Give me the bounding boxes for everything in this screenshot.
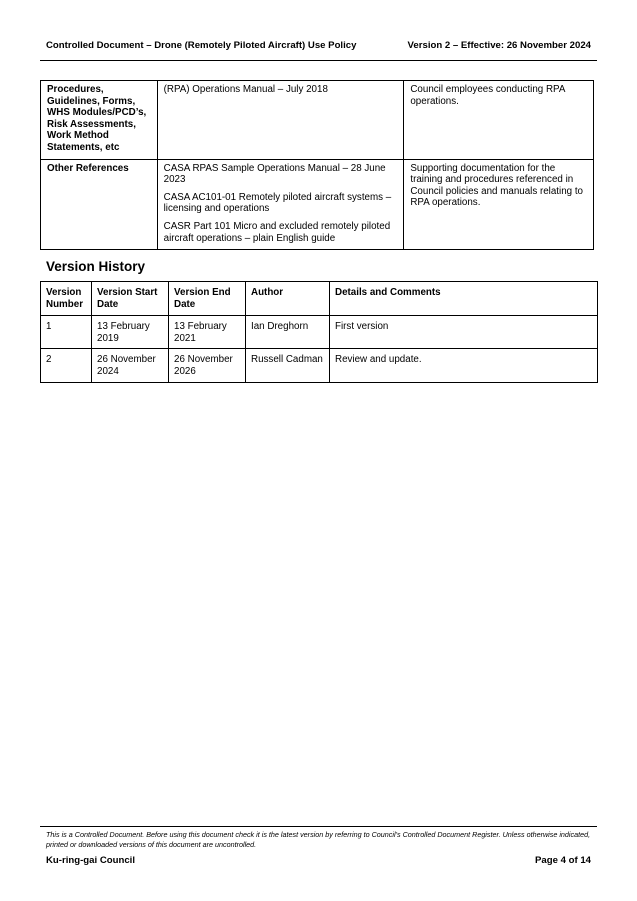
footer-divider <box>40 826 597 827</box>
column-header: Author <box>246 282 330 316</box>
controlled-document-notice: This is a Controlled Document. Before using this document check it is the latest version by referring to Council’s Controlled Document Register. Unless otherwise indicated, printed or downloaded versions of this document are uncontrolled. <box>46 830 591 849</box>
table-cell: Review and update. <box>330 349 598 382</box>
references-table <box>40 80 594 250</box>
table-cell: 1 <box>41 316 92 349</box>
page-header <box>46 40 591 55</box>
table-cell: 2 <box>41 349 92 382</box>
table-row <box>41 159 594 250</box>
column-header: Version Number <box>41 282 92 316</box>
section-title: Version History <box>46 259 146 274</box>
reference-notes: Council employees conducting RPA operations. <box>404 81 594 160</box>
reference-notes: Supporting documentation for the training and procedures referenced in Council policies and manuals relating to RPA operations. <box>404 159 594 250</box>
table-row <box>41 81 594 160</box>
document-title: Controlled Document – Drone (Remotely Piloted Aircraft) Use Policy <box>46 40 357 51</box>
table-cell: 13 February 2019 <box>92 316 169 349</box>
table-row <box>41 316 598 349</box>
table-row <box>41 349 598 382</box>
version-history-table <box>40 281 598 383</box>
table-cell: Russell Cadman <box>246 349 330 382</box>
reference-label: Other References <box>41 159 158 250</box>
reference-item: CASA AC101-01 Remotely piloted aircraft systems – licensing and operations <box>163 191 392 215</box>
reference-item: CASR Part 101 Micro and excluded remotely piloted aircraft operations – plain English guide <box>163 220 391 244</box>
table-cell: 26 November 2026 <box>169 349 246 382</box>
column-header: Details and Comments <box>330 282 598 316</box>
reference-items <box>157 159 404 250</box>
table-cell: First version <box>330 316 598 349</box>
reference-item: (RPA) Operations Manual – July 2018 <box>163 84 328 95</box>
reference-label: Procedures, Guidelines, Forms, WHS Modules/PCD’s, Risk Assessments, Work Method Statements, etc <box>41 81 158 160</box>
table-header-row <box>41 282 598 316</box>
column-header: Version Start Date <box>92 282 169 316</box>
page-number: Page 4 of 14 <box>535 855 591 866</box>
reference-items <box>157 81 404 160</box>
table-cell: 26 November 2024 <box>92 349 169 382</box>
organisation-name: Ku-ring-gai Council <box>46 855 135 866</box>
version-effective: Version 2 – Effective: 26 November 2024 <box>407 40 591 51</box>
column-header: Version End Date <box>169 282 246 316</box>
reference-item: CASA RPAS Sample Operations Manual – 28 June 2023 <box>163 162 386 186</box>
header-divider <box>40 60 597 61</box>
table-cell: 13 February 2021 <box>169 316 246 349</box>
table-cell: Ian Dreghorn <box>246 316 330 349</box>
